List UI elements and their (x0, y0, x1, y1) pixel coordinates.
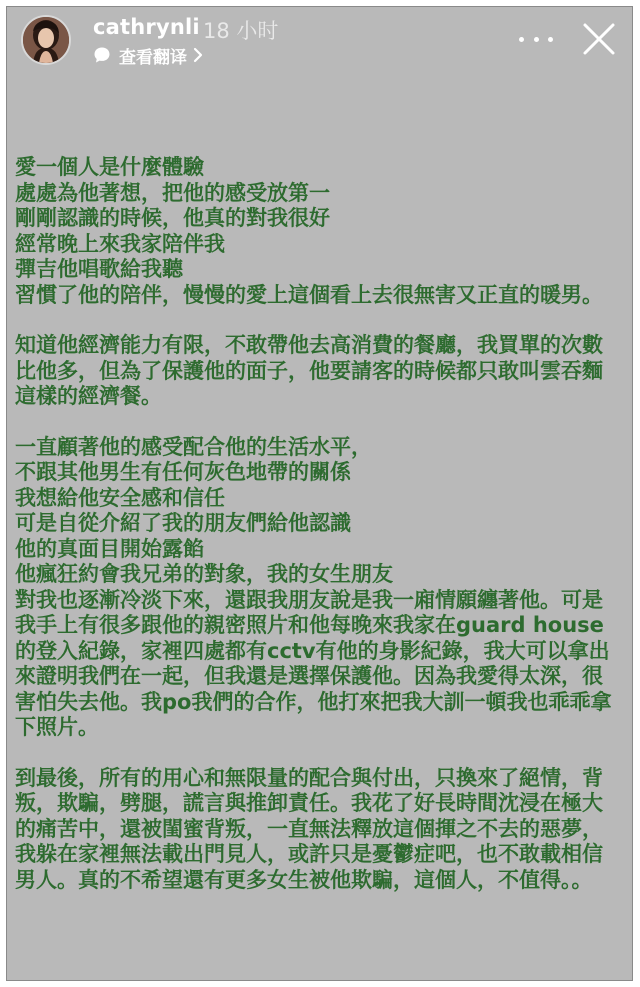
more-options-button[interactable] (519, 29, 553, 49)
speech-bubble-icon (93, 46, 111, 64)
story-paragraph: 到最後，所有的用心和無限量的配合與付出，只換來了絕情，背叛，欺騙，劈腿，謊言與推卸責任。我花了好長時間沈浸在極大的痛苦中，還被閨蜜背叛，一直無法釋放這個揮之不去的惡夢，我躲在家裡無法載出門見人，或許只是憂鬱症吧，也不敢載相信男人。真的不希望還有更多女生被他欺騙，這個人，不值得。。 (15, 765, 603, 892)
username[interactable]: cathrynli (93, 15, 200, 39)
story-header (7, 7, 632, 79)
story-paragraph: 知道他經濟能力有限，不敢帶他去高消費的餐廳，我買單的次數比他多，但為了保護他的面子，他要請客的時候都只敢叫雲吞麵這樣的經濟餐。 (15, 333, 603, 408)
chevron-right-icon (193, 47, 203, 63)
story-paragraph: 一直顧著他的感受配合他的生活水平， 不跟其他男生有任何灰色地帶的關係 我想給他安全感和信任 可是自從介紹了我的朋友們給他認識 他的真面目開始露餡 他瘋狂約會我兄弟的對象，我的女生朋友 對我也逐漸冷淡下來，還跟我朋友說是我一廂情願纏著他。可是我手上有很多跟他的親密照片和他每晚來我家在guard house的登入紀錄，家裡四處都有cctv有他的身影紀錄，我大可以拿出來證明我們在一起，但我還是選擇保護他。因為我愛得太深，很害怕失去他。我po我們的合作，他打來把我大訓一頓我也乖乖拿下照片。 (15, 434, 612, 739)
more-horizontal-icon (548, 37, 553, 42)
post-timestamp: 18 小时 (203, 19, 279, 43)
avatar[interactable] (21, 15, 71, 65)
story-text (15, 155, 621, 893)
more-horizontal-icon (519, 37, 524, 42)
story-paragraph: 愛一個人是什麼體驗 處處為他著想，把他的感受放第一 剛剛認識的時候，他真的對我很好 經常晚上來我家陪伴我 彈吉他唱歌給我聽 習慣了他的陪伴，慢慢的愛上這個看上去很無害又正直的暖男。 (15, 155, 603, 307)
see-translation-label: 查看翻译 (119, 47, 187, 68)
close-button[interactable] (581, 21, 617, 57)
profile-photo (23, 17, 69, 63)
more-horizontal-icon (534, 37, 539, 42)
story-viewer (6, 6, 633, 981)
close-icon (581, 21, 617, 57)
see-translation-link[interactable] (93, 43, 203, 67)
